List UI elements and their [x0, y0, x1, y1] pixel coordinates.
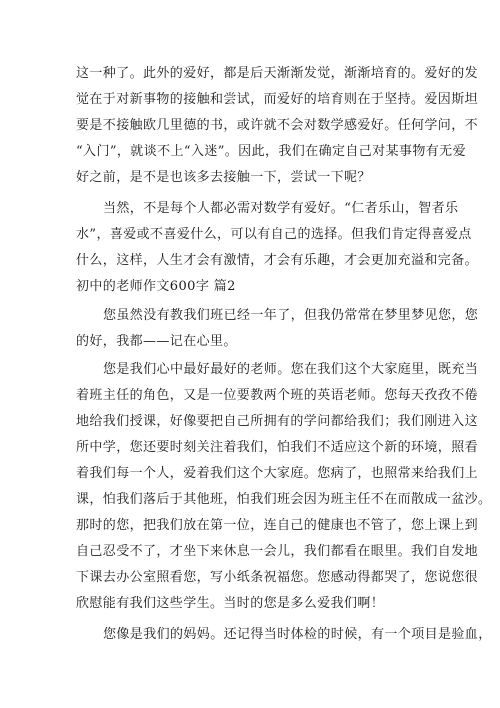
text-line: 觉在于对新事物的接触和尝试，而爱好的培育则在于坚持。爱因斯坦: [76, 92, 479, 107]
text-line: 着班主任的角色，又是一位要教两个班的英语老师。您每天孜孜不倦: [76, 388, 479, 403]
text-line: 当然，不是每个人都必需对数学有爱好。“仁者乐山，智者乐: [103, 201, 459, 216]
text-line: 您是我们心中最好最好的老师。您在我们这个大家庭里，既充当: [103, 362, 479, 377]
text-line: “入门”，就谈不上“入迷”。因此，我们在确定自己对某事物有无爱: [76, 144, 466, 159]
text-line: 那时的您，把我们放在第一位，连自己的健康也不管了，您上课上到: [76, 518, 479, 533]
text-line: 课，怕我们落后于其他班，怕我们班会因为班主任不在而散成一盆沙。: [76, 492, 492, 507]
text-line: 您虽然没有教我们班已经一年了，但我仍常常在梦里梦见您，您: [103, 308, 479, 323]
text-line: 什么，这样，人生才会有激情，才会有乐趣，才会更加充溢和完备。: [76, 253, 479, 268]
text-line: 所中学，您还要时刻关注着我们，怕我们不适应这个新的环境，照看: [76, 440, 479, 455]
text-line: 的好，我都——记在心里。: [76, 334, 237, 349]
text-line: 地给我们授课，好像要把自己所拥有的学问都给我们；我们刚进入这: [76, 414, 479, 429]
text-line: 着我们每一个人，爱着我们这个大家庭。您病了，也照常来给我们上: [76, 466, 479, 481]
text-line: 水”，喜爱或不喜爱什么，可以有自己的选择。但我们肯定得喜爱点: [76, 227, 472, 242]
text-line: 欣慰能有我们这些学生。当时的您是多么爱我们啊！: [76, 596, 385, 611]
text-line: 下课去办公室照看您，写小纸条祝福您。您感动得都哭了，您说您很: [76, 570, 479, 585]
text-line: 这一种了。此外的爱好，都是后天渐渐发觉，渐渐培育的。爱好的发: [76, 66, 479, 81]
text-line: 您像是我们的妈妈。还记得当时体检的时候，有一个项目是验血，: [103, 627, 492, 642]
text-line: 自己忍受不了，才坐下来休息一会儿，我们都看在眼里。我们自发地: [76, 544, 479, 559]
text-line: 好之前，是不是也该多去接触一下，尝试一下呢？: [76, 170, 371, 185]
text-line: 要是不接触欧几里德的书，或许就不会对数学感爱好。任何学问，不: [76, 118, 479, 133]
section-heading: 初中的老师作文600字 篇2: [76, 279, 236, 294]
